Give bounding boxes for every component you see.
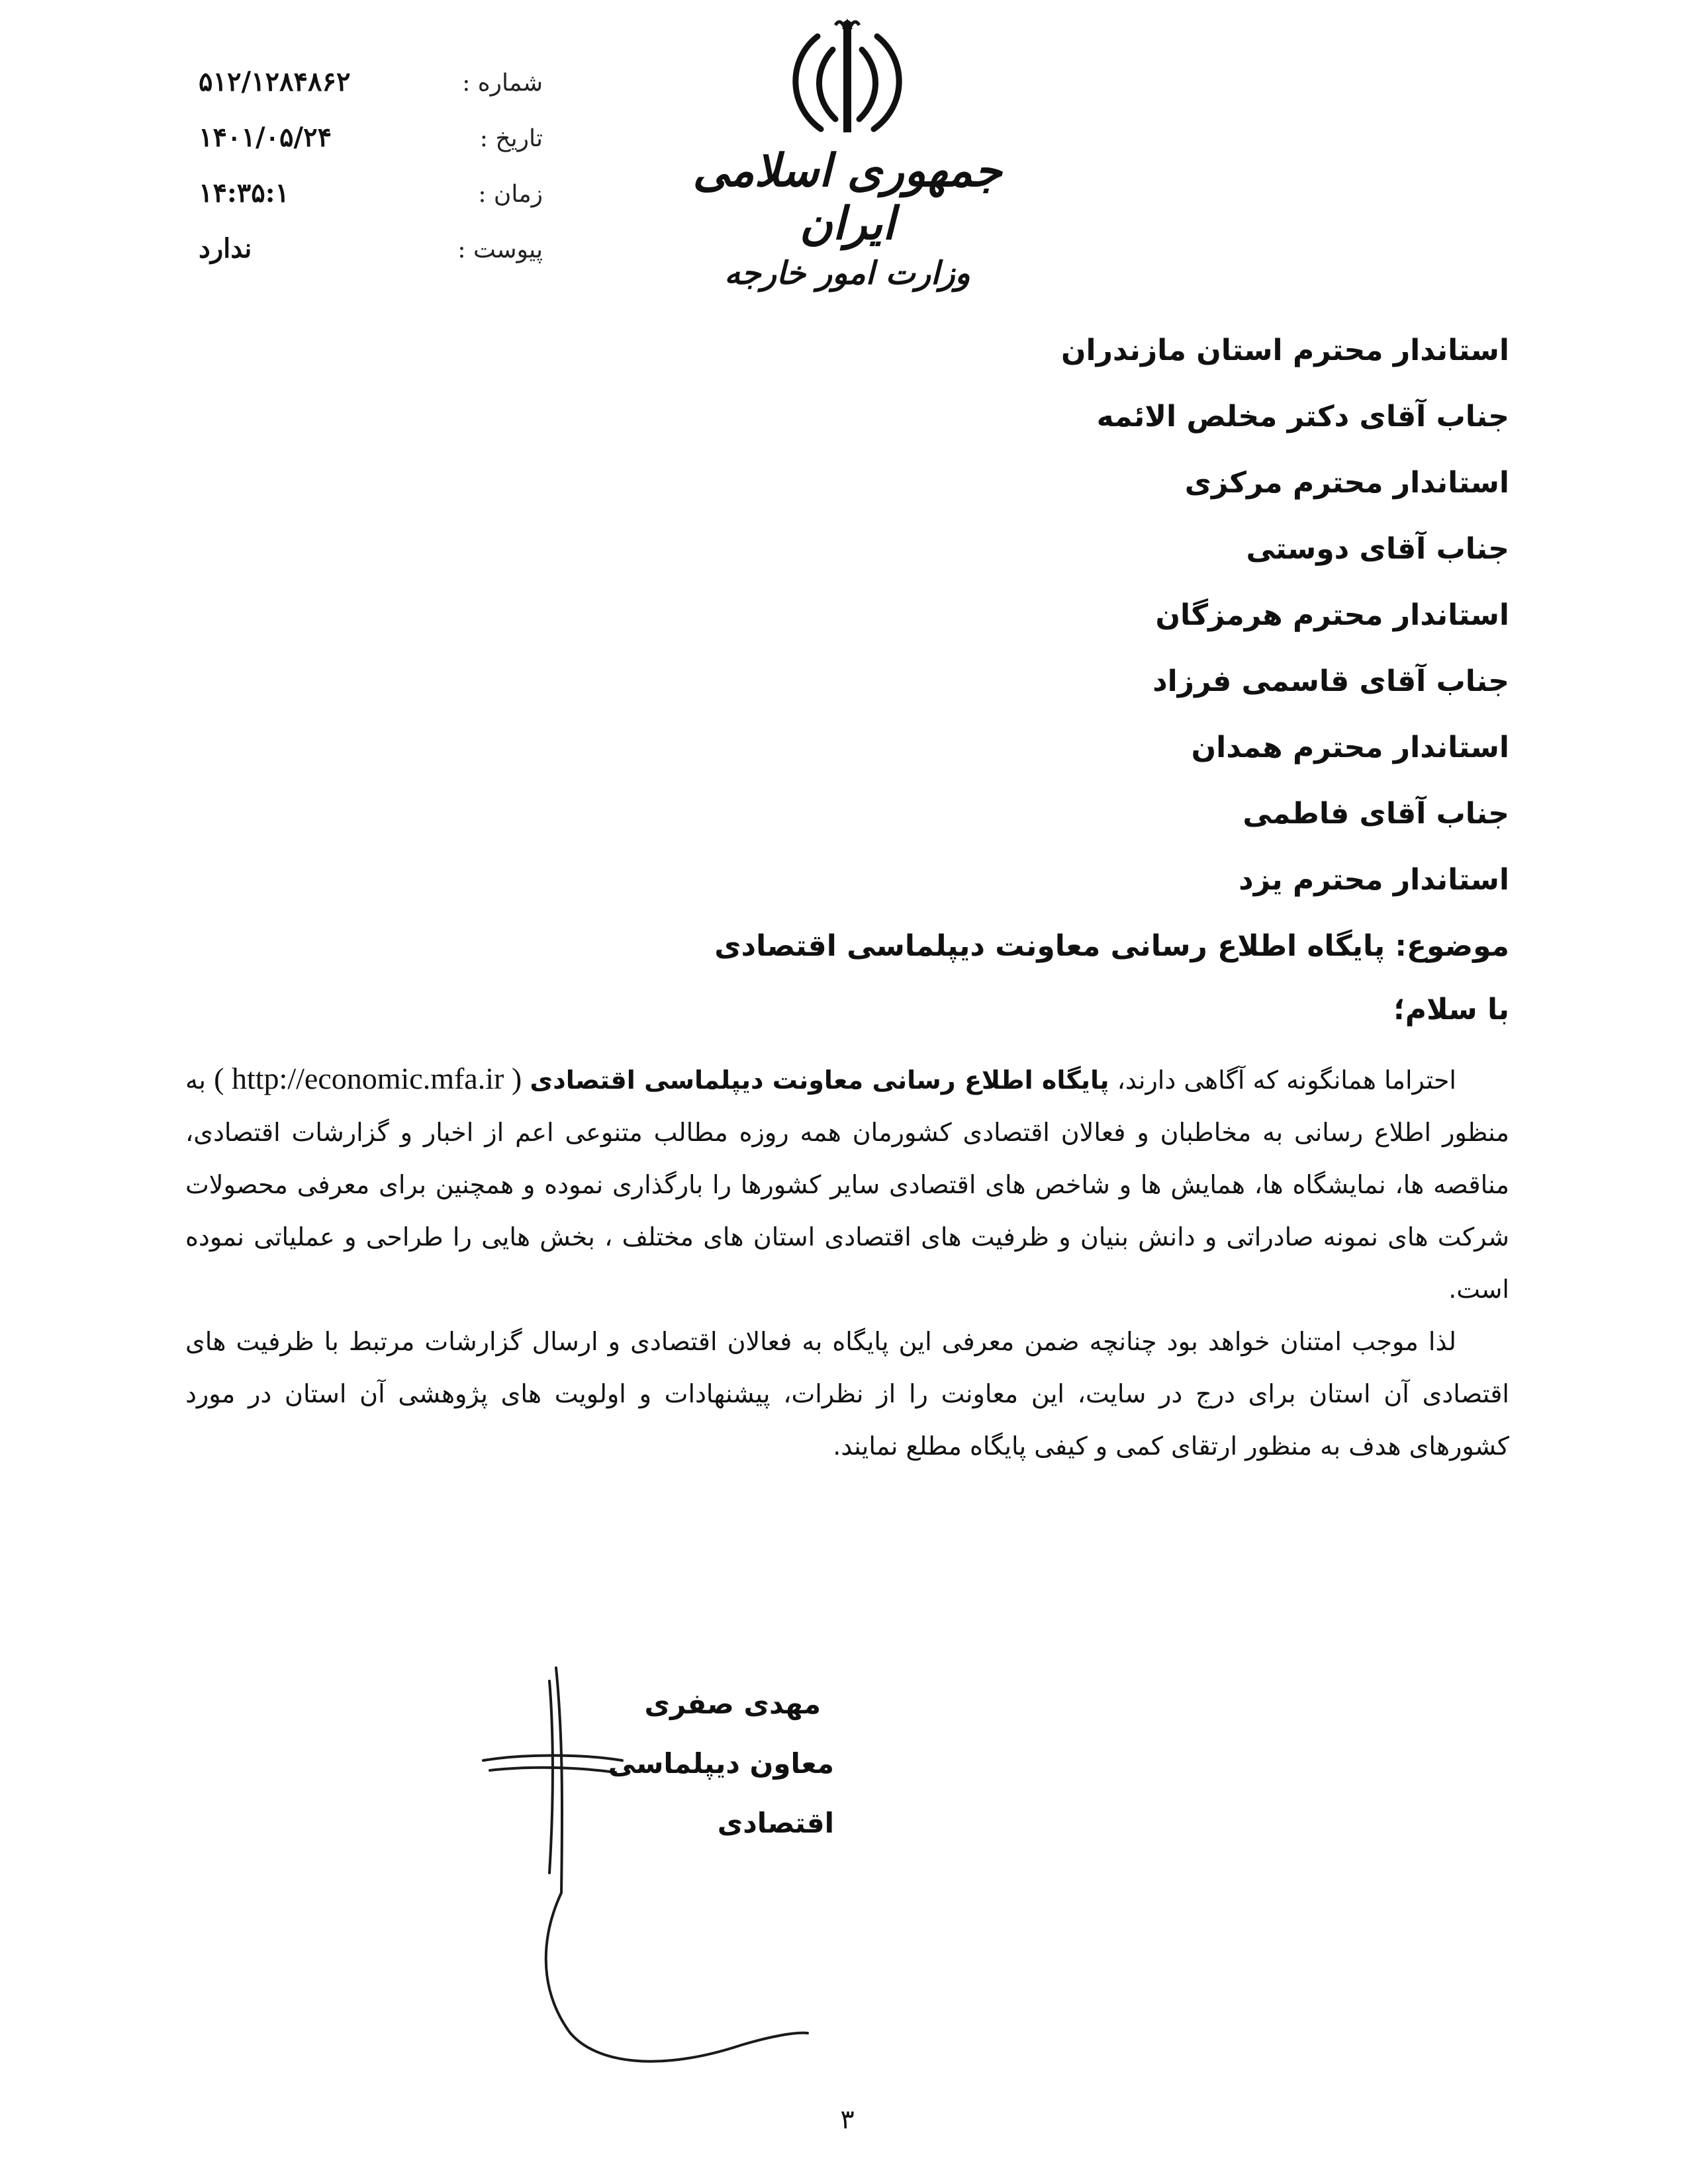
greeting: با سلام؛ [1393,993,1509,1026]
recipient-line: استاندار محترم مرکزی [1184,466,1509,500]
time-label: زمان : [478,181,543,208]
meta-date-row [185,122,543,177]
recipient-line: جناب آقای دکتر مخلص الائمه [1096,400,1509,433]
letter-meta [185,66,543,289]
recipient-line: استاندار محترم یزد [1239,863,1509,897]
letter-body [185,1052,1509,1473]
time-value: ۱۴:۳۵:۱ [199,177,289,208]
recipient-line: استاندار محترم هرمزگان [1155,598,1509,632]
number-value: ۵۱۲/۱۲۸۴۸۶۲ [199,66,351,97]
body-p1-bold: پایگاه اطلاع رسانی معاونت دیپلماسی اقتصادی [530,1066,1109,1095]
number-label: شماره : [462,69,543,97]
recipient-line: جناب آقای فاطمی [1243,797,1509,831]
iran-emblem-icon [781,13,914,139]
signer-title: معاون دیپلماسی اقتصادی [608,1747,834,1839]
subject-line: موضوع: پایگاه اطلاع رسانی معاونت دیپلماسی اقتصادی [714,929,1509,963]
recipient-line: جناب آقای دوستی [1246,532,1509,566]
meta-attachment-row [185,233,543,289]
recipient-line: استاندار محترم استان مازندران [1060,334,1509,367]
recipient-line: جناب آقای قاسمی فرزاد [1152,664,1509,698]
page-number: ۳ [840,2105,855,2135]
economic-site-link[interactable]: ( http://economic.mfa.ir ) [214,1062,522,1095]
attachment-value: ندارد [199,233,252,264]
attachment-label: پیوست : [457,236,543,263]
recipient-line: استاندار محترم همدان [1191,731,1509,764]
date-value: ۱۴۰۱/۰۵/۲۴ [199,122,332,153]
body-p1-start: احتراما همانگونه که آگاهی دارند، [1109,1066,1456,1095]
ministry-name: وزارت امور خارجه [724,255,970,292]
body-paragraph-2: لذا موجب امتنان خواهد بود چنانچه ضمن معرفی این پایگاه به فعالان اقتصادی و ارسال گزارشات مرتبط با ظرفیت های اقتصادی آن استان برای درج در سایت، این معاونت را از نظرات، پیشنهادات و اولویت های پژوهشی آن استان در مورد کشورهای هدف به منظور ارتقای کمی و کیفی پایگاه مطلع نمایند. [185,1327,1509,1461]
body-p1-end: به منظور اطلاع رسانی به مخاطبان و فعالان اقتصادی کشورمان همه روزه مطالب متنوعی اعم از اخبار و گزارشات اقتصادی، مناقصه ها، نمایشگاه ها، همایش ها و شاخص های اقتصادی سایر کشورها را بارگذاری نموده و همچنین برای معرفی محصولات شرکت های نمونه صادراتی و دانش بنیان و ظرفیت های اقتصادی استان های مختلف ، بخش هایی را طراحی و عملیاتی نموده است. [185,1066,1509,1304]
body-paragraph-1 [185,1052,1509,1316]
meta-time-row [185,177,543,233]
meta-number-row [185,66,543,122]
date-label: تاریخ : [479,125,543,152]
letterhead [675,13,1019,291]
republic-name: جمهوری اسلامی ایران [692,144,1002,250]
recipients-list [450,318,1509,979]
signer-block [490,1674,834,1839]
signer-name: مهدی صفری [644,1688,821,1720]
